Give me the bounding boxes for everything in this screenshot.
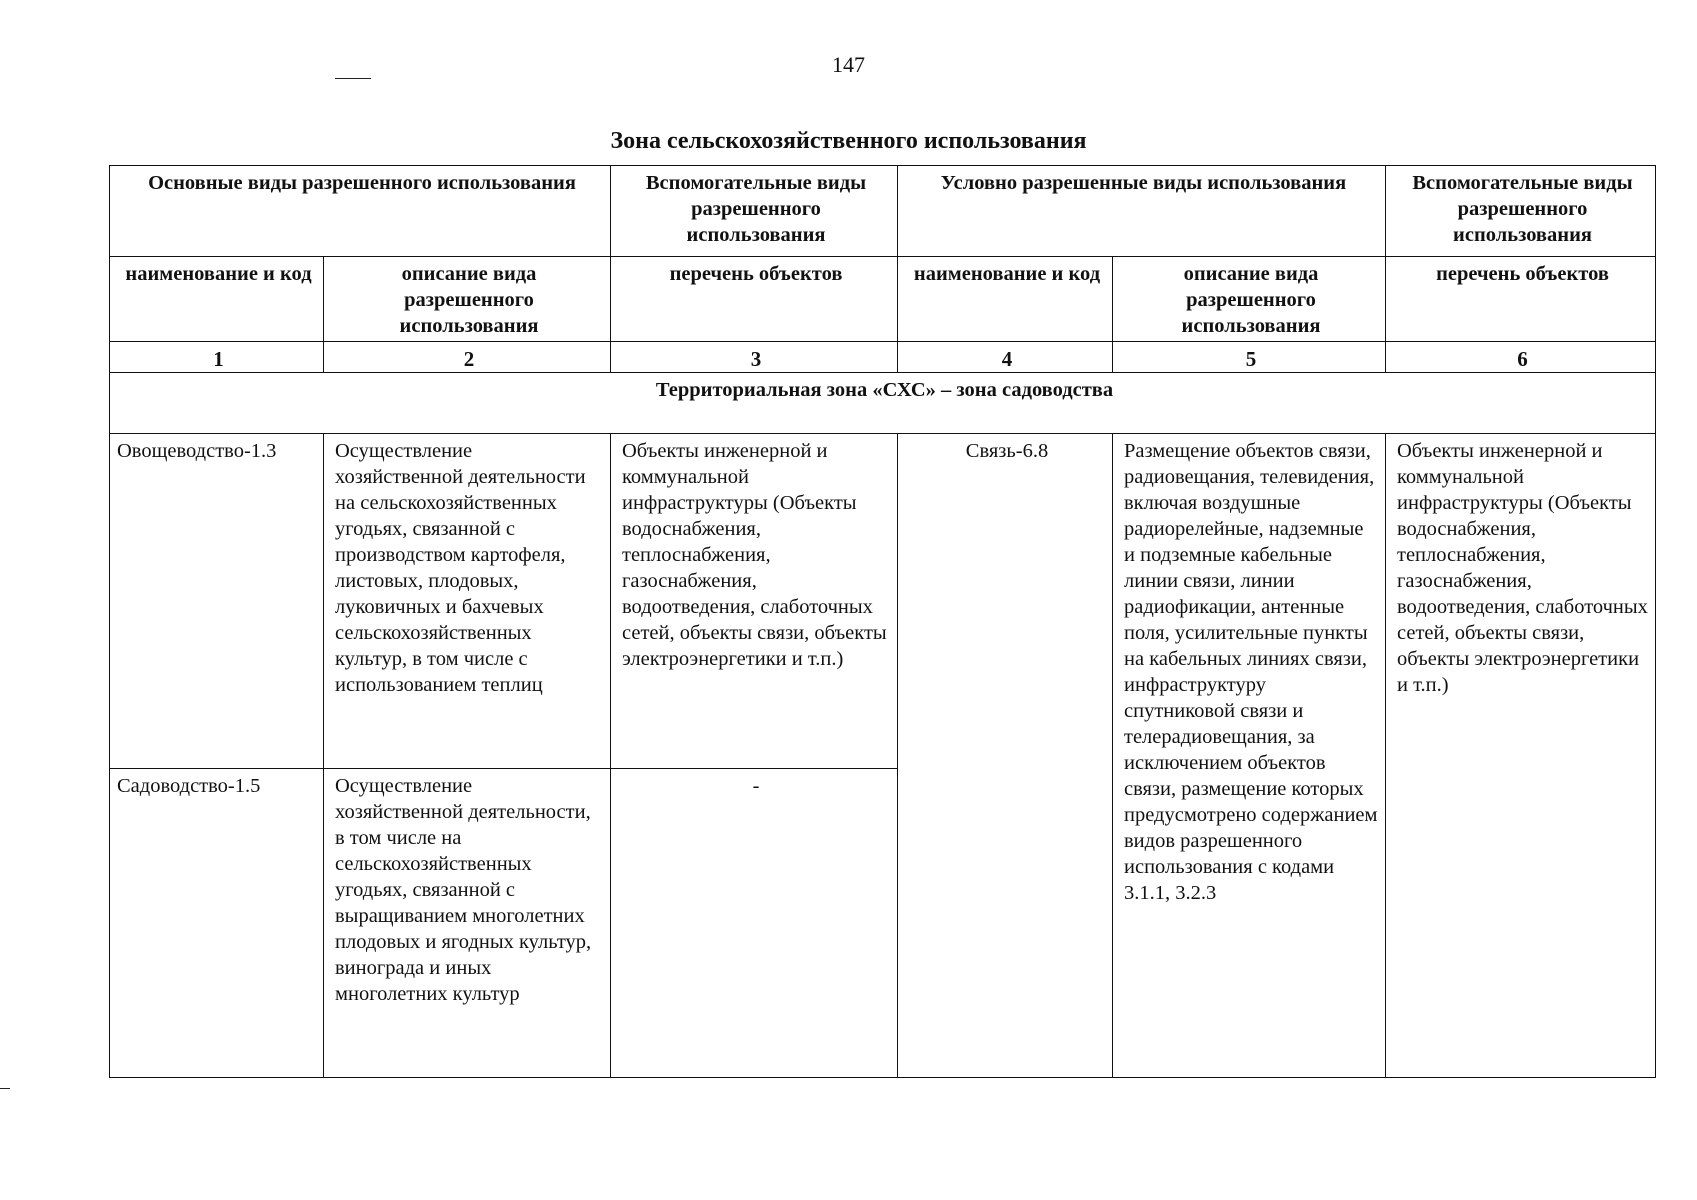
subheader-objects-2: перечень объектов xyxy=(1386,257,1656,342)
auxiliary-objects: - xyxy=(611,769,898,1078)
column-number: 1 xyxy=(110,342,324,373)
use-name: Овощеводство-1.3 xyxy=(110,434,324,769)
edge-mark xyxy=(0,1088,10,1089)
dash-mark xyxy=(335,78,371,79)
column-number: 2 xyxy=(324,342,611,373)
use-description: Осуществление хозяйственной деятельности, в том числе на сельскохозяйственных угодьях, связанной с выращиванием многолетних плодовых и ягодных культур, винограда и иных многолетних культур xyxy=(324,769,611,1078)
zoning-table xyxy=(109,165,1656,1078)
page-number: 147 xyxy=(832,52,865,77)
zone-title-row xyxy=(110,373,1656,434)
column-number-row xyxy=(110,342,1656,373)
conditional-use-description: Размещение объектов связи, радиовещания, телевидения, включая воздушные радиорелейные, надземные и подземные кабельные линии связи, линии радиофикации, антенные поля, усилительные пункты на кабельных линиях связи, инфраструктуру спутниковой связи и телерадиовещания, за исключением объектов связи, размещение которых предусмотрено содержанием видов разрешенного использования с кодами 3.1.1, 3.2.3 xyxy=(1113,434,1386,1078)
header-auxiliary-uses: Вспомогательные виды разрешенного использования xyxy=(611,166,898,257)
column-number: 5 xyxy=(1113,342,1386,373)
zone-title: Территориальная зона «СХС» – зона садоводства xyxy=(110,373,1656,434)
column-number: 4 xyxy=(898,342,1113,373)
conditional-auxiliary-objects: Объекты инженерной и коммунальной инфраструктуры (Объекты водоснабжения, теплоснабжения, газоснабжения, водоотведения, слаботочных сетей, объекты связи, объекты электроэнергетики и т.п.) xyxy=(1386,434,1656,1078)
column-number: 6 xyxy=(1386,342,1656,373)
subheader-objects: перечень объектов xyxy=(611,257,898,342)
auxiliary-objects: Объекты инженерной и коммунальной инфраструктуры (Объекты водоснабжения, теплоснабжения, газоснабжения, водоотведения, слаботочных сетей, объекты связи, объекты электроэнергетики и т.п.) xyxy=(611,434,898,769)
subheader-name-code-2: наименование и код xyxy=(898,257,1113,342)
sub-header-row xyxy=(110,257,1656,342)
subheader-description-2: описание вида разрешенного использования xyxy=(1113,257,1386,342)
header-conditional-uses: Условно разрешенные виды использования xyxy=(898,166,1386,257)
subheader-description: описание вида разрешенного использования xyxy=(324,257,611,342)
table-row xyxy=(110,434,1656,769)
use-name: Садоводство-1.5 xyxy=(110,769,324,1078)
subheader-name-code: наименование и код xyxy=(110,257,324,342)
use-description: Осуществление хозяйственной деятельности на сельскохозяйственных угодьях, связанной с производством картофеля, листовых, плодовых, луковичных и бахчевых сельскохозяйственных культур, в том числе с использованием теплиц xyxy=(324,434,611,769)
group-header-row xyxy=(110,166,1656,257)
column-number: 3 xyxy=(611,342,898,373)
conditional-use-name: Связь-6.8 xyxy=(898,434,1113,1078)
header-auxiliary-uses-2: Вспомогательные виды разрешенного использования xyxy=(1386,166,1656,257)
header-main-uses: Основные виды разрешенного использования xyxy=(110,166,611,257)
page-title: Зона сельскохозяйственного использования xyxy=(610,128,1087,154)
